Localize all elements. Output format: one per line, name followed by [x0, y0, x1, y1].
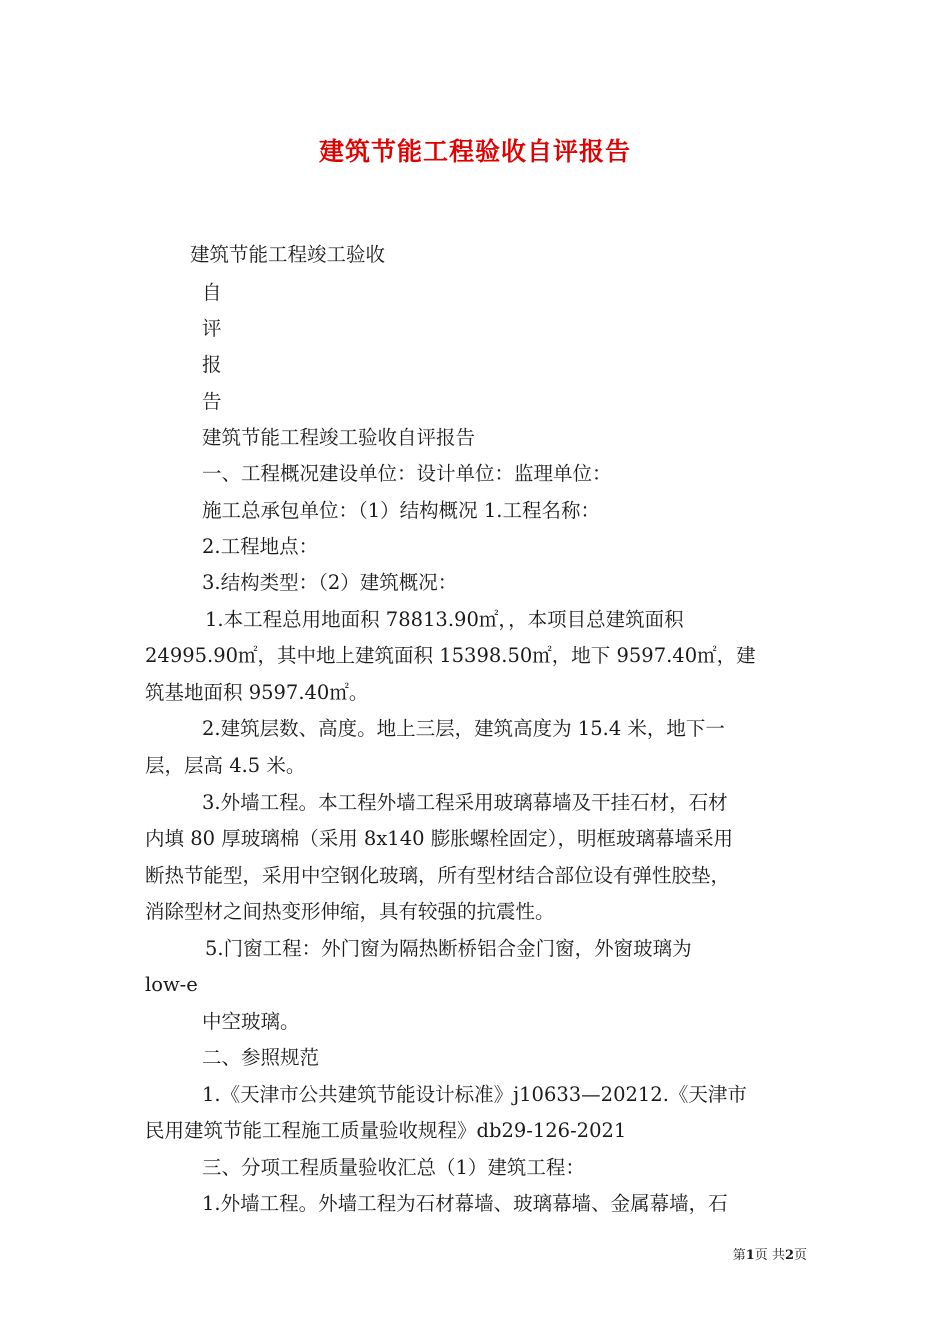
- vertical-char: 报: [202, 353, 222, 376]
- paragraph-line: 24995.90㎡，其中地上建筑面积 15398.50㎡，地下 9597.40㎡，建: [145, 644, 756, 667]
- section-heading: 三、分项工程质量验收汇总（1）建筑工程：: [202, 1156, 585, 1179]
- paragraph-line: 3.外墙工程。本工程外墙工程采用玻璃幕墙及干挂石材，石材: [202, 791, 728, 814]
- paragraph-line: 断热节能型，采用中空钢化玻璃，所有型材结合部位设有弹性胶垫，: [145, 864, 731, 887]
- paragraph-line: 1.《天津市公共建筑节能设计标准》j10633—20212.《天津市: [202, 1083, 747, 1106]
- document-title: 建筑节能工程验收自评报告: [318, 137, 631, 166]
- footer-prefix: 第: [732, 1248, 746, 1263]
- page-footer: [733, 1248, 807, 1264]
- paragraph-line: 中空玻璃。: [202, 1010, 300, 1033]
- paragraph-line: 2.建筑层数、高度。地上三层，建筑高度为 15.4 米，地下一: [202, 717, 725, 740]
- paragraph-line: 施工总承包单位：（1）结构概况 1.工程名称：: [202, 499, 600, 522]
- paragraph-line: 民用建筑节能工程施工质量验收规程》db29-126-2021: [145, 1119, 627, 1142]
- paragraph-line: 1.外墙工程。外墙工程为石材幕墙、玻璃幕墙、金属幕墙，石: [202, 1192, 728, 1215]
- footer-total-pages: 2: [784, 1248, 794, 1263]
- vertical-char: 自: [202, 281, 222, 304]
- paragraph-line: 建筑节能工程竣工验收自评报告: [202, 426, 476, 449]
- footer-page-number: 1: [745, 1248, 755, 1263]
- paragraph-line: 内填 80 厚玻璃棉（采用 8x140 膨胀螺栓固定），明框玻璃幕墙采用: [145, 827, 733, 850]
- paragraph-line: 一、工程概况建设单位：设计单位：监理单位：: [202, 462, 612, 485]
- paragraph-line: low-e: [145, 973, 198, 996]
- footer-suffix: 页: [793, 1248, 807, 1263]
- vertical-char: 告: [202, 390, 222, 413]
- paragraph-line: 层，层高 4.5 米。: [145, 754, 306, 777]
- vertical-char: 评: [202, 317, 222, 340]
- paragraph-line: 3.结构类型：（2）建筑概况：: [202, 571, 458, 594]
- paragraph-line: 2.工程地点：: [202, 535, 319, 558]
- footer-middle: 页 共: [754, 1248, 785, 1263]
- paragraph-line: 消除型材之间热变形伸缩，具有较强的抗震性。: [145, 900, 555, 923]
- paragraph-line: 5.门窗工程：外门窗为隔热断桥铝合金门窗，外窗玻璃为: [205, 937, 692, 960]
- paragraph-line: 筑基地面积 9597.40㎡。: [145, 681, 369, 704]
- heading-line: 建筑节能工程竣工验收: [190, 243, 386, 266]
- paragraph-line: 1.本工程总用地面积 78813.90㎡，，本项目总建筑面积: [205, 608, 684, 631]
- section-heading: 二、参照规范: [202, 1046, 320, 1069]
